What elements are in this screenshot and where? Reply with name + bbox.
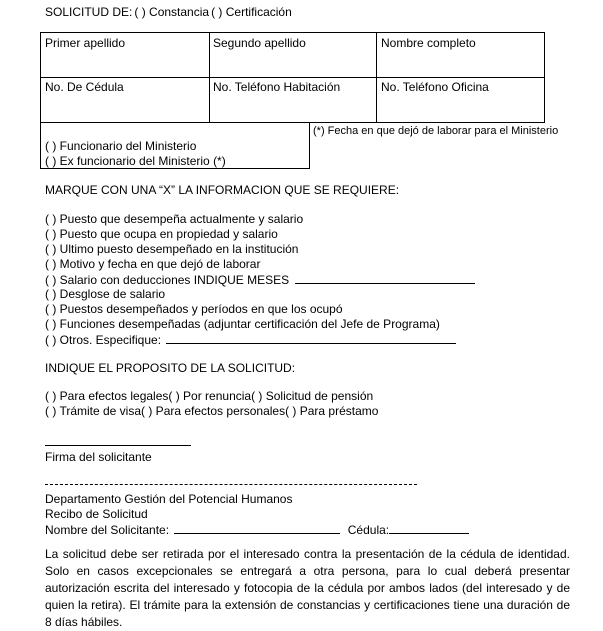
marque-heading: MARQUE CON UNA “X” LA INFORMACION QUE SE REQUIERE: (45, 183, 400, 197)
certificacion-label: Certificación (225, 5, 292, 19)
segundo-apellido-field[interactable]: Segundo apellido (213, 36, 306, 50)
list-item[interactable]: ( ) Funciones desempeñadas (adjuntar certificación del Jefe de Programa) (45, 317, 440, 331)
firma-label: Firma del solicitante (45, 450, 152, 464)
list-item-label: ( ) Salario con deducciones INDIQUE MESES (45, 273, 290, 287)
constancia-checkbox[interactable]: ( ) (134, 5, 146, 19)
nombre-solicitante-label: Nombre del Solicitante: (45, 523, 170, 537)
instructions-paragraph: La solicitud debe ser retirada por el interesado contra la presentación de la cédula de identidad. Solo en casos excepcionales se entregará a otra persona, para lo cual deberá presentar autorización escrita del interesado y fotocopia de la cédula por ambos lados (del interesado y de quien la retira). El trámite para la extensión de constancias y certificaciones tiene una duración de 8 días hábiles. (45, 547, 570, 629)
recibo-nombre-cedula-row (45, 522, 469, 537)
fecha-salida-note[interactable]: (*) Fecha en que dejó de laborar para el Ministerio (313, 125, 559, 137)
list-item-salario-meses[interactable] (45, 272, 475, 287)
request-title: SOLICITUD DE: (45, 5, 133, 19)
ex-funcionario-option[interactable]: ( ) Ex funcionario del Ministerio (*) (45, 154, 226, 168)
proposito-options-row-2[interactable]: ( ) Trámite de visa( ) Para efectos personales( ) Para préstamo (45, 404, 379, 418)
cedula-line[interactable] (389, 522, 469, 534)
constancia-label: Constancia (149, 5, 210, 19)
telefono-oficina-field[interactable]: No. Teléfono Oficina (381, 80, 489, 94)
otros-blank-line[interactable] (166, 332, 456, 344)
list-item[interactable]: ( ) Puesto que ocupa en propiedad y salario (45, 227, 278, 241)
cut-separator (45, 484, 417, 485)
signature-line[interactable] (45, 445, 191, 446)
certificacion-checkbox[interactable]: ( ) (211, 5, 223, 19)
telefono-habitacion-field[interactable]: No. Teléfono Habitación (213, 80, 341, 94)
request-type-line (45, 5, 292, 19)
nombre-completo-field[interactable]: Nombre completo (381, 36, 476, 50)
funcionario-option[interactable]: ( ) Funcionario del Ministerio (45, 139, 197, 153)
nombre-solicitante-line[interactable] (174, 522, 340, 534)
list-item[interactable]: ( ) Desglose de salario (45, 287, 166, 301)
department-name: Departamento Gestión del Potencial Humanos (45, 492, 293, 506)
cedula-field[interactable]: No. De Cédula (45, 80, 124, 94)
recibo-title: Recibo de Solicitud (45, 507, 148, 521)
list-item[interactable]: ( ) Puestos desempeñados y períodos en que los ocupó (45, 302, 343, 316)
list-item-label: ( ) Otros. Especifique: (45, 333, 162, 347)
primer-apellido-field[interactable]: Primer apellido (45, 36, 126, 50)
list-item[interactable]: ( ) Puesto que desempeña actualmente y salario (45, 212, 304, 226)
list-item[interactable]: ( ) Motivo y fecha en que dejó de laborar (45, 257, 261, 271)
list-item-otros[interactable] (45, 332, 456, 347)
proposito-options-row-1[interactable]: ( ) Para efectos legales( ) Por renuncia( ) Solicitud de pensión (45, 389, 374, 403)
list-item[interactable]: ( ) Ultimo puesto desempeñado en la institución (45, 242, 299, 256)
cedula-label: Cédula: (347, 523, 390, 537)
proposito-heading: INDIQUE EL PROPOSITO DE LA SOLICITUD: (45, 361, 296, 375)
meses-blank-line[interactable] (295, 272, 475, 284)
